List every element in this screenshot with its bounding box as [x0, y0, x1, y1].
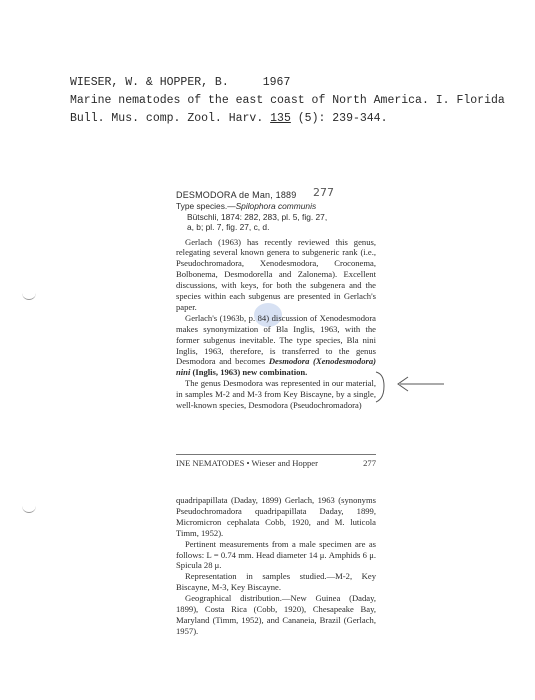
punch-hole-mark [22, 293, 36, 300]
paragraph-representation: The genus Desmodora was represented in our material, in samples M-2 and M-3 from Key Biscayne, by a single, well-known species, Desmodora (Pseudochromadora) [176, 378, 376, 411]
paragraph-xenodesmodora [176, 313, 376, 378]
type-species-figs: a, b; pl. 7, fig. 27, c, d. [187, 222, 270, 232]
handwritten-page-number: 277 [312, 186, 334, 199]
new-combination-tail: (Inglis, 1963) new combination. [190, 367, 308, 378]
type-species-label: Type species.— [176, 201, 236, 211]
paragraph-xenodesmodora-text: Gerlach's (1963b, p. 84) discussion of Xenodesmodora makes synonymization of Bla Inglis, 1963, with the former subgenus inevitable. The type species, Bla nini Inglis, 1963, therefore, is transferred to the genus Desmodora and becomes [176, 312, 376, 367]
clipping-bottom [176, 495, 376, 637]
genus-header-row [176, 186, 376, 201]
left-arrow-icon [392, 374, 448, 394]
genus-header: DESMODORA de Man, 1889 [176, 190, 297, 200]
paragraph-samples: Representation in samples studied.—M-2, Key Biscayne, M-3, Key Biscayne. [176, 571, 376, 593]
card-author-line [70, 74, 290, 92]
paragraph-gerlach-review: Gerlach (1963) has recently reviewed this genus, relegating several known genera to subgeneric rank (i.e., Pseudochromadora, Xenodesmodora, Croconema, Bolbonema, Desmodorella and Zalonema). Excellent discussions, with keys, for both the subgenera and the species within each subgenus are presented in Gerlach's paper. [176, 236, 376, 312]
footer-page-number: 277 [363, 458, 376, 468]
citation-prefix: Bull. Mus. comp. Zool. Harv. [70, 112, 271, 125]
paragraph-distribution: Geographical distribution.—New Guinea (Daday, 1899), Costa Rica (Cobb, 1920), Chesapeake Bay, Maryland (Timm, 1952), and Cananeia, Brazil (Gerlach, 1957). [176, 593, 376, 636]
card-citation-line [70, 110, 387, 128]
paragraph-measurements: Pertinent measurements from a male specimen are as follows: L = 0.74 mm. Head diameter 14 μ. Amphids 6 μ. Spicula 28 μ. [176, 538, 376, 571]
page-footer [176, 454, 376, 468]
paragraph-synonyms: quadripapillata (Daday, 1899) Gerlach, 1963 (synonyms Pseudochromadora quadripapillata Daday, 1899, Micromicron cephalata Cobb, 1920, and M. luticola Timm, 1952). [176, 495, 376, 538]
new-combination-name: Desmodora (Xenodesmodora) nini [176, 356, 377, 378]
card-year: 1967 [262, 76, 291, 89]
citation-volume: 135 [270, 112, 291, 125]
citation-suffix: (5): 239-344. [290, 112, 388, 125]
footer-running-title: INE NEMATODES • Wieser and Hopper [176, 458, 318, 468]
type-species-author: Bütschli, 1874: 282, 283, pl. 5, fig. 27, [187, 211, 328, 222]
type-species-block [176, 201, 376, 233]
type-species-name: Spilophora communis [235, 201, 317, 211]
clipping-top [176, 186, 377, 411]
author-line: WIESER, W. & HOPPER, B. [70, 76, 229, 89]
card-title-line: Marine nematodes of the east coast of North America. I. Florida [70, 94, 505, 107]
punch-hole-mark [22, 506, 36, 513]
